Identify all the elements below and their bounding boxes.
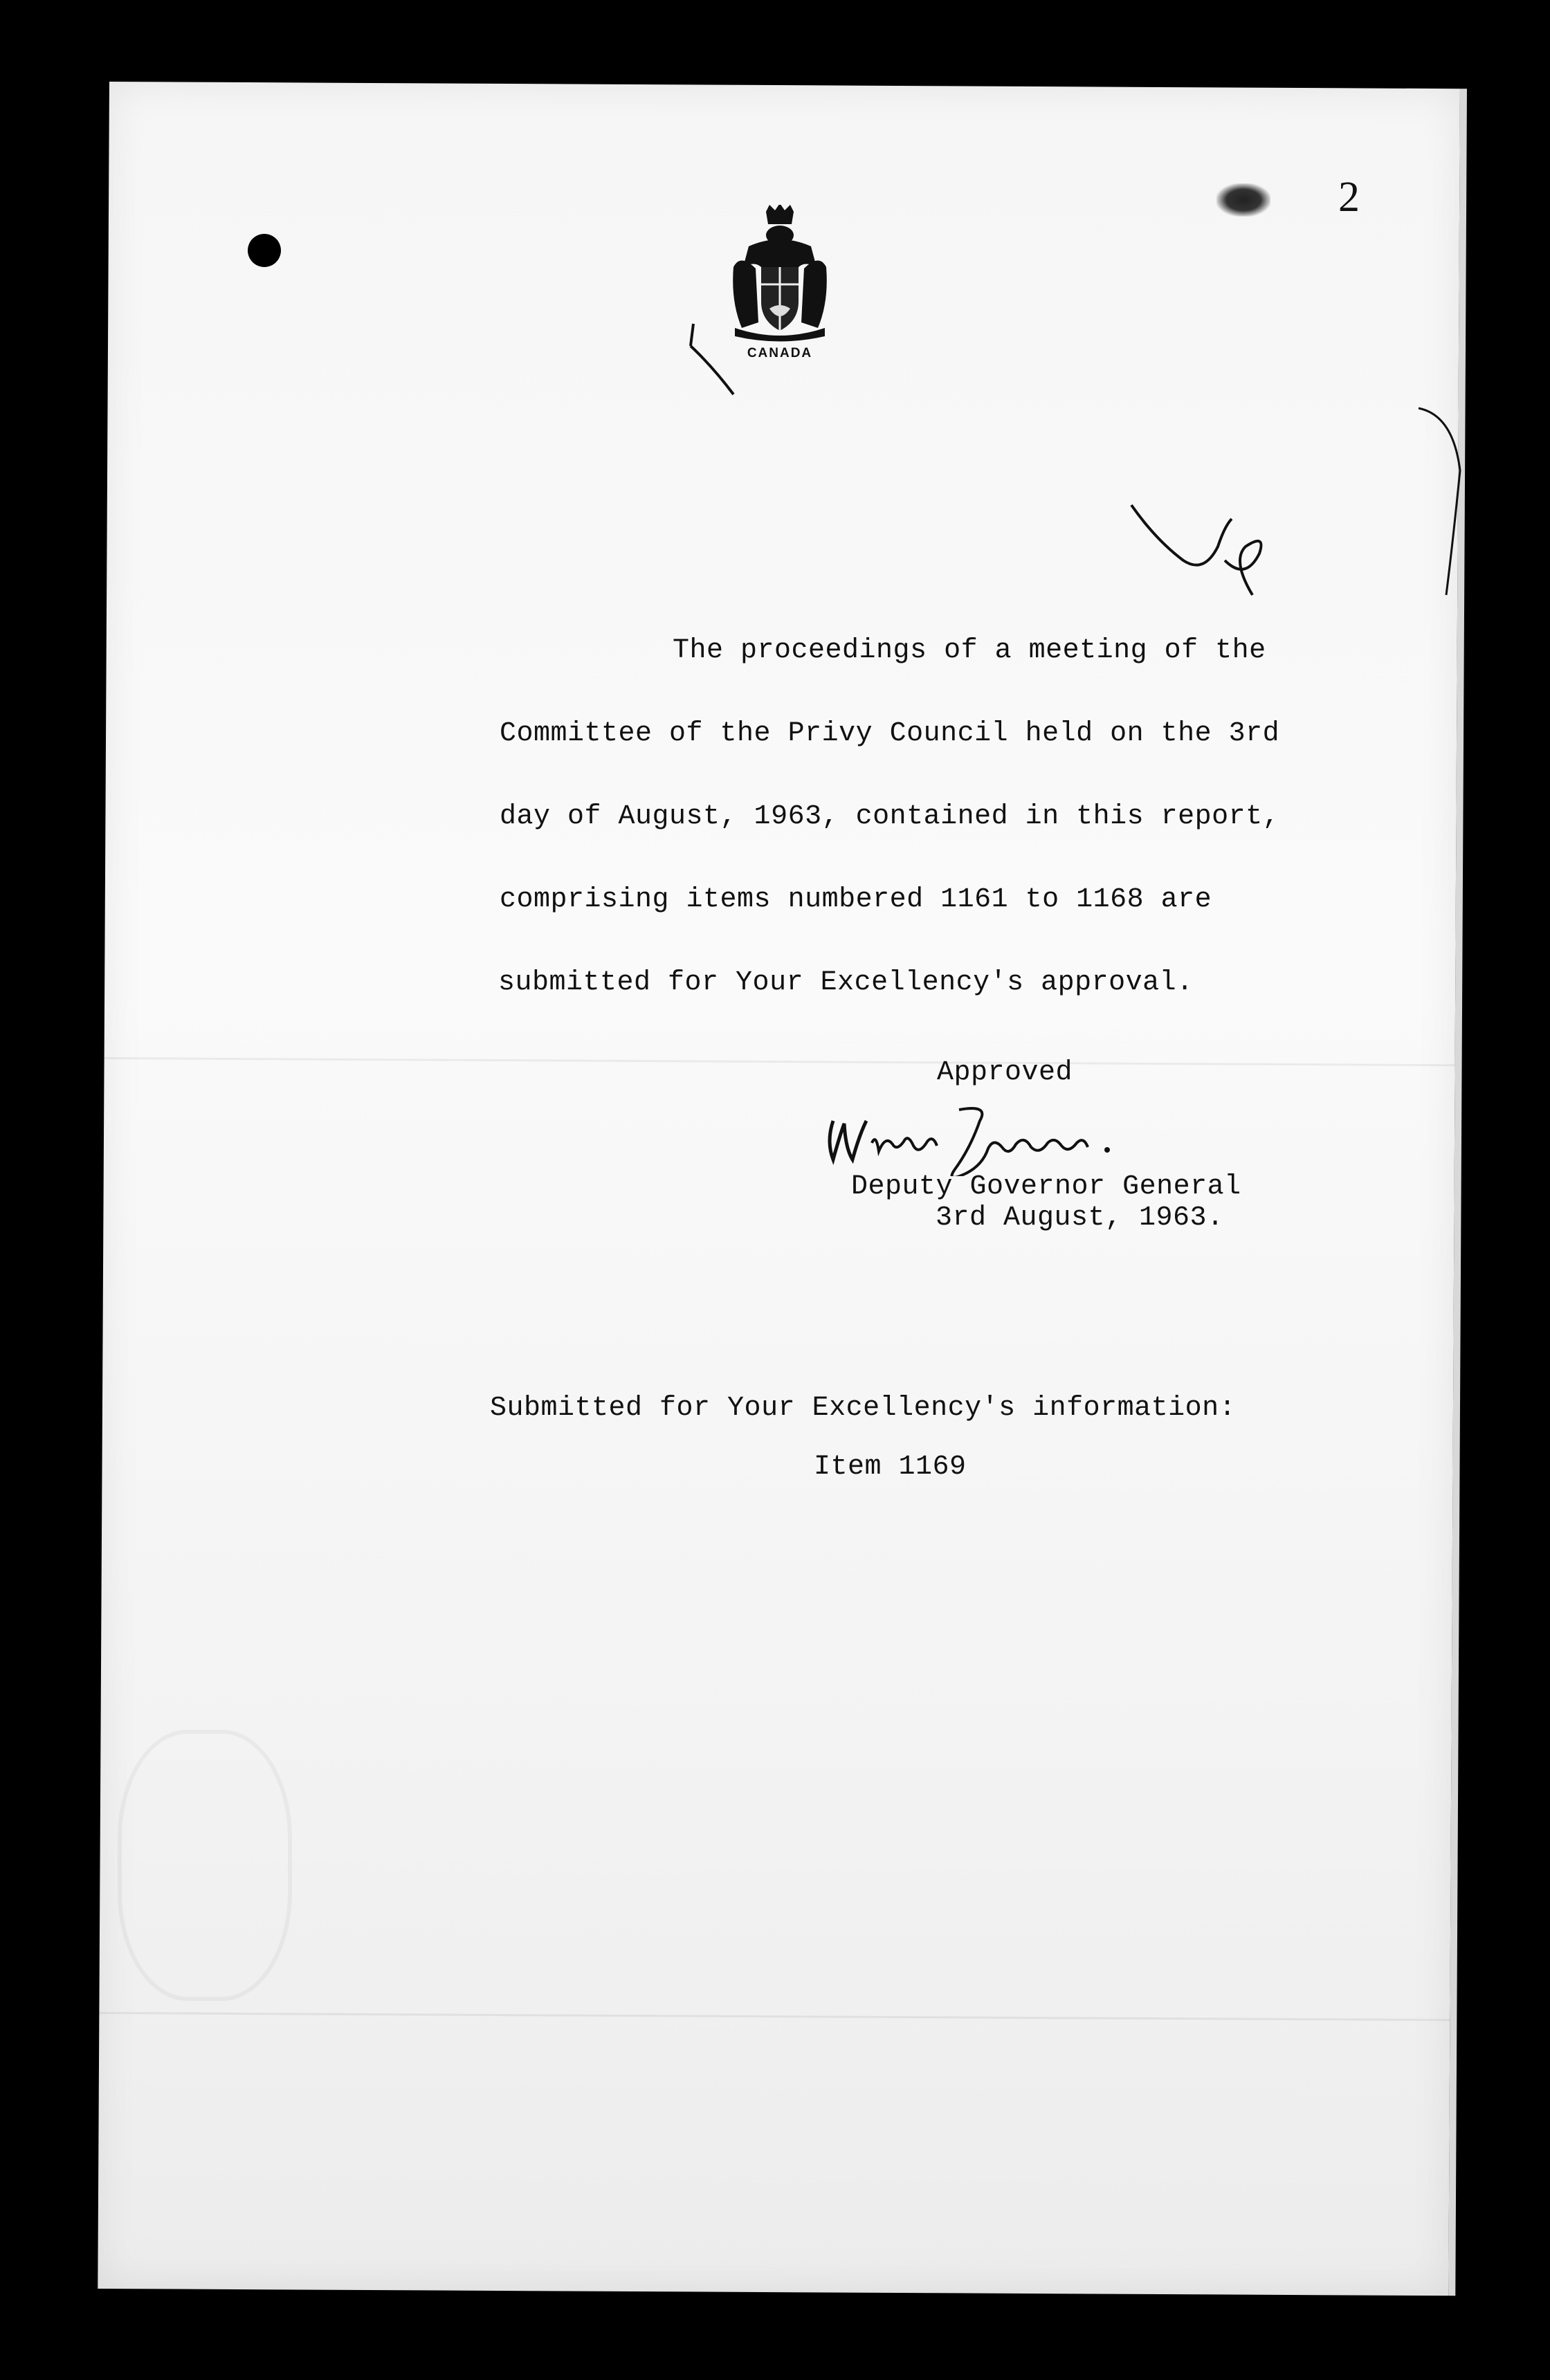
pen-mark xyxy=(685,318,754,401)
body-line-4: comprising items numbered 1161 to 1168 are xyxy=(500,884,1212,915)
approval-date: 3rd August, 1963. xyxy=(936,1202,1224,1234)
punch-hole xyxy=(248,234,281,267)
information-label: Submitted for Your Excellency's information: xyxy=(490,1393,1237,1424)
pen-mark xyxy=(1412,401,1467,609)
pen-mark xyxy=(1128,498,1266,602)
body-line-1: The proceedings of a meeting of the xyxy=(673,635,1266,666)
fold-line xyxy=(104,1057,1455,1066)
ink-smudge xyxy=(1216,183,1270,217)
signer-title: Deputy Governor General xyxy=(851,1171,1241,1202)
body-line-2: Committee of the Privy Council held on the 3rd xyxy=(500,718,1280,749)
approved-label: Approved xyxy=(937,1057,1073,1088)
document-page xyxy=(98,82,1460,2296)
crest-label: CANADA xyxy=(747,346,813,360)
information-item: Item 1169 xyxy=(814,1452,967,1483)
embossed-seal xyxy=(118,1730,292,2001)
signature xyxy=(823,1093,1169,1176)
fold-line xyxy=(99,2012,1450,2021)
page-number: 2 xyxy=(1338,174,1360,221)
body-line-5: submitted for Your Excellency's approval. xyxy=(498,967,1194,998)
body-line-3: day of August, 1963, contained in this report, xyxy=(500,801,1280,832)
